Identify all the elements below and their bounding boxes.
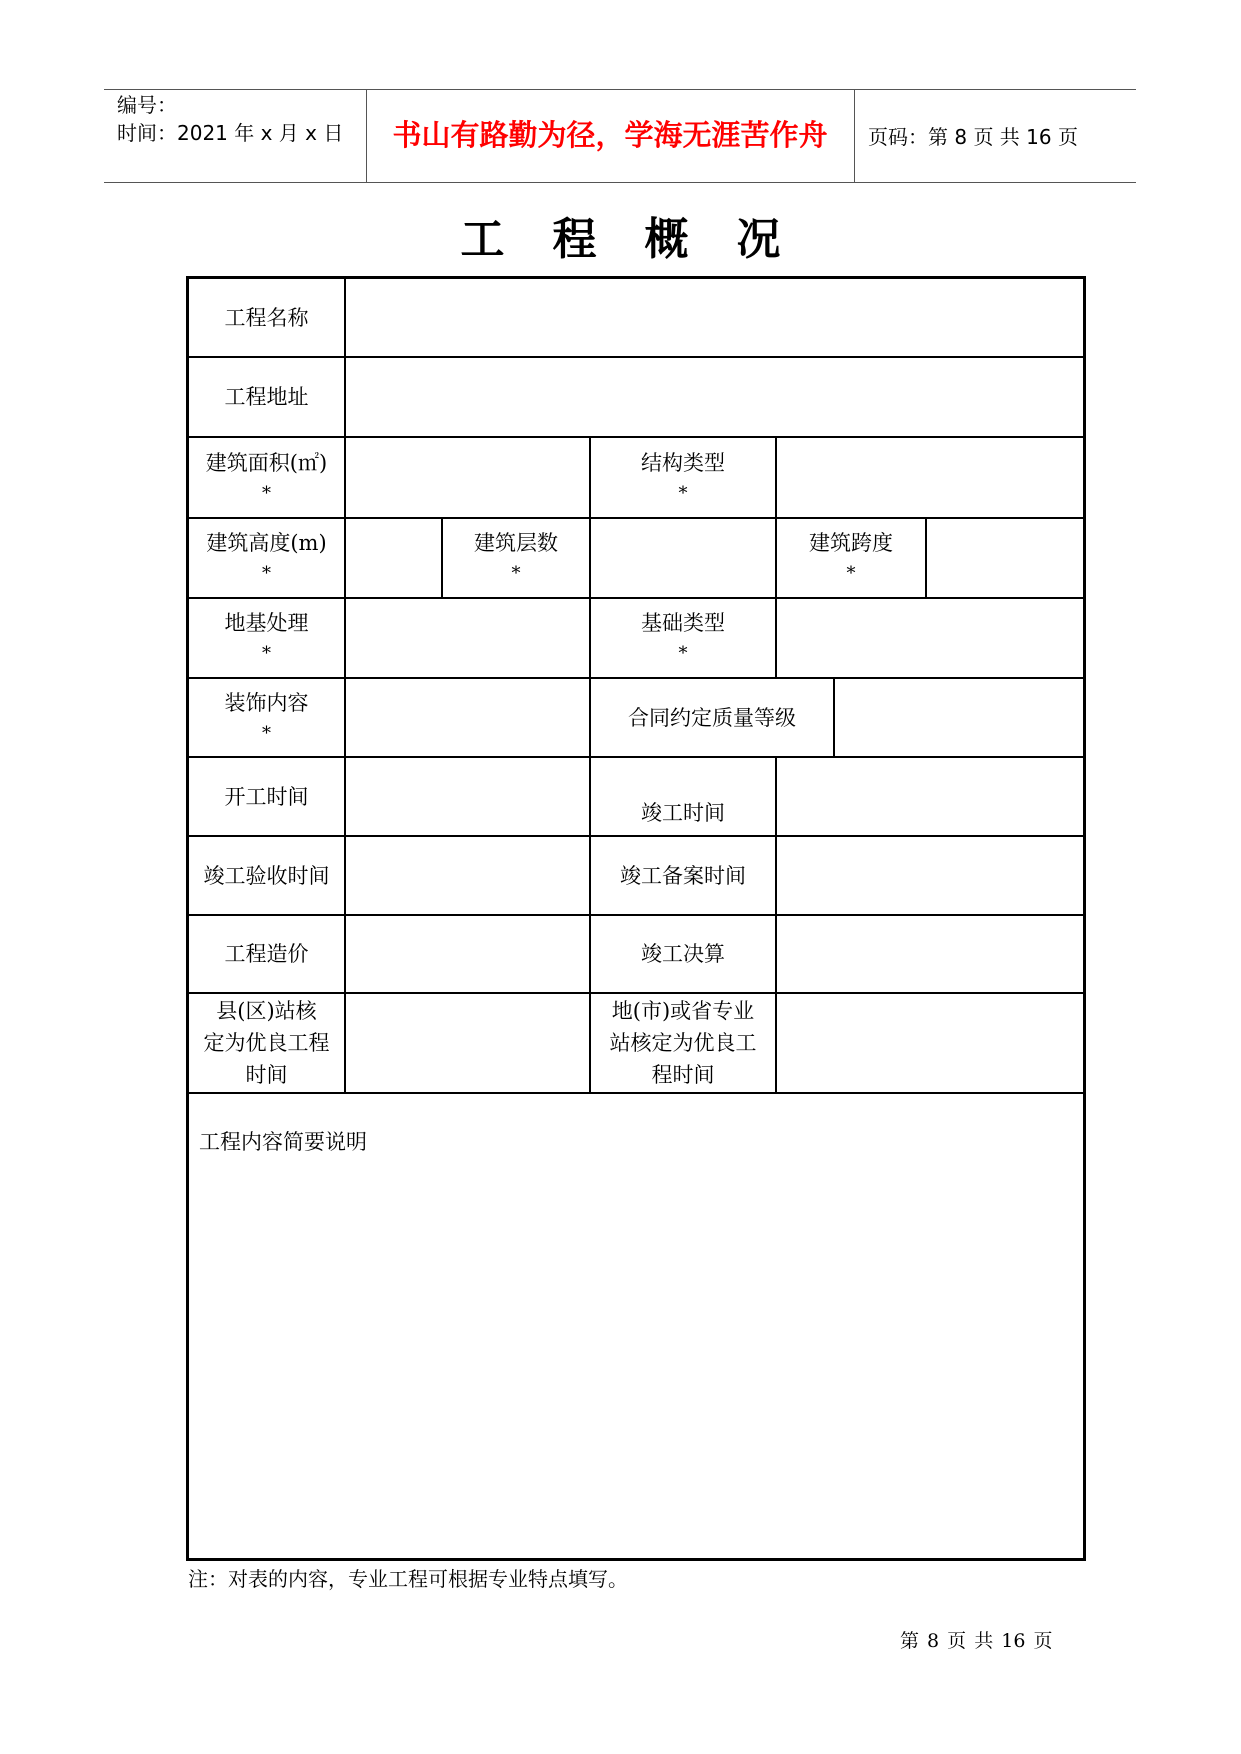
decoration-content-label: 装饰内容 * — [189, 679, 344, 756]
building-area-label: 建筑面积(㎡) * — [189, 438, 344, 517]
final-account-field[interactable] — [777, 916, 1082, 992]
foundation-type-label: 基础类型 * — [591, 599, 775, 677]
project-address-label: 工程地址 — [224, 385, 309, 409]
header-time-label: 时间：2021 年 x 月 x 日 — [117, 121, 344, 145]
city-station-excellent-time-label: 地(市)或省专业 站核定为优良工 程时间 — [609, 999, 757, 1087]
description-field[interactable] — [189, 1092, 1083, 1558]
project-cost-field[interactable] — [346, 916, 589, 992]
building-area-field[interactable] — [346, 438, 589, 517]
acceptance-time-field[interactable] — [346, 837, 589, 914]
county-station-excellent-time-label: 县(区)站核 定为优良工程 时间 — [203, 999, 330, 1087]
contract-quality-grade-field[interactable] — [835, 679, 1082, 756]
filing-time-label: 竣工备案时间 — [620, 863, 746, 888]
required-mark: * — [678, 482, 688, 504]
required-mark: * — [678, 643, 688, 664]
final-account-label: 竣工决算 — [641, 942, 725, 966]
project-name-field[interactable] — [346, 279, 1082, 356]
building-floors-label: 建筑层数 * — [443, 519, 589, 597]
project-cost-label: 工程造价 — [224, 942, 309, 966]
county-station-excellent-time-field[interactable] — [346, 994, 589, 1092]
header-top-rule — [104, 89, 1136, 90]
completion-time-field[interactable] — [777, 758, 1082, 835]
project-name-label: 工程名称 — [224, 305, 309, 330]
header-divider-right — [854, 89, 855, 182]
contract-quality-grade-label: 合同约定质量等级 — [628, 705, 796, 730]
project-address-field[interactable] — [346, 358, 1082, 436]
description-label: 工程内容简要说明 — [199, 1130, 367, 1154]
required-mark: * — [262, 482, 271, 504]
building-floors-field[interactable] — [591, 519, 775, 597]
building-span-label: 建筑跨度 * — [777, 519, 925, 597]
filing-time-field[interactable] — [777, 837, 1082, 914]
foundation-treatment-field[interactable] — [346, 599, 589, 677]
building-height-field[interactable] — [346, 519, 441, 597]
required-mark: * — [846, 563, 856, 584]
foundation-type-field[interactable] — [777, 599, 1082, 677]
start-time-field[interactable] — [346, 758, 589, 835]
decoration-content-field[interactable] — [346, 679, 589, 756]
required-mark: * — [511, 563, 521, 584]
form-note: 注：对表的内容，专业工程可根据专业特点填写。 — [188, 1567, 628, 1591]
page-footer: 第 8 页 共 16 页 — [900, 1630, 1053, 1652]
header-number-label: 编号： — [117, 93, 177, 117]
completion-time-label: 竣工时间 — [641, 801, 725, 825]
header-bottom-rule — [104, 182, 1136, 183]
structure-type-label: 结构类型 * — [591, 438, 775, 517]
building-height-label: 建筑高度(m) * — [189, 519, 344, 597]
required-mark: * — [262, 722, 271, 744]
header-motto: 书山有路勤为径，学海无涯苦作舟 — [392, 118, 828, 152]
foundation-treatment-label: 地基处理 * — [189, 599, 344, 677]
required-mark: * — [262, 563, 271, 584]
city-station-excellent-time-field[interactable] — [777, 994, 1082, 1092]
start-time-label: 开工时间 — [224, 784, 309, 809]
structure-type-field[interactable] — [777, 438, 1082, 517]
header-page-label: 页码：第 8 页 共 16 页 — [868, 125, 1078, 149]
page-title: 工程概况 — [460, 214, 829, 265]
required-mark: * — [262, 643, 271, 664]
building-span-field[interactable] — [927, 519, 1082, 597]
acceptance-time-label: 竣工验收时间 — [203, 863, 330, 888]
header-divider-left — [366, 89, 367, 182]
